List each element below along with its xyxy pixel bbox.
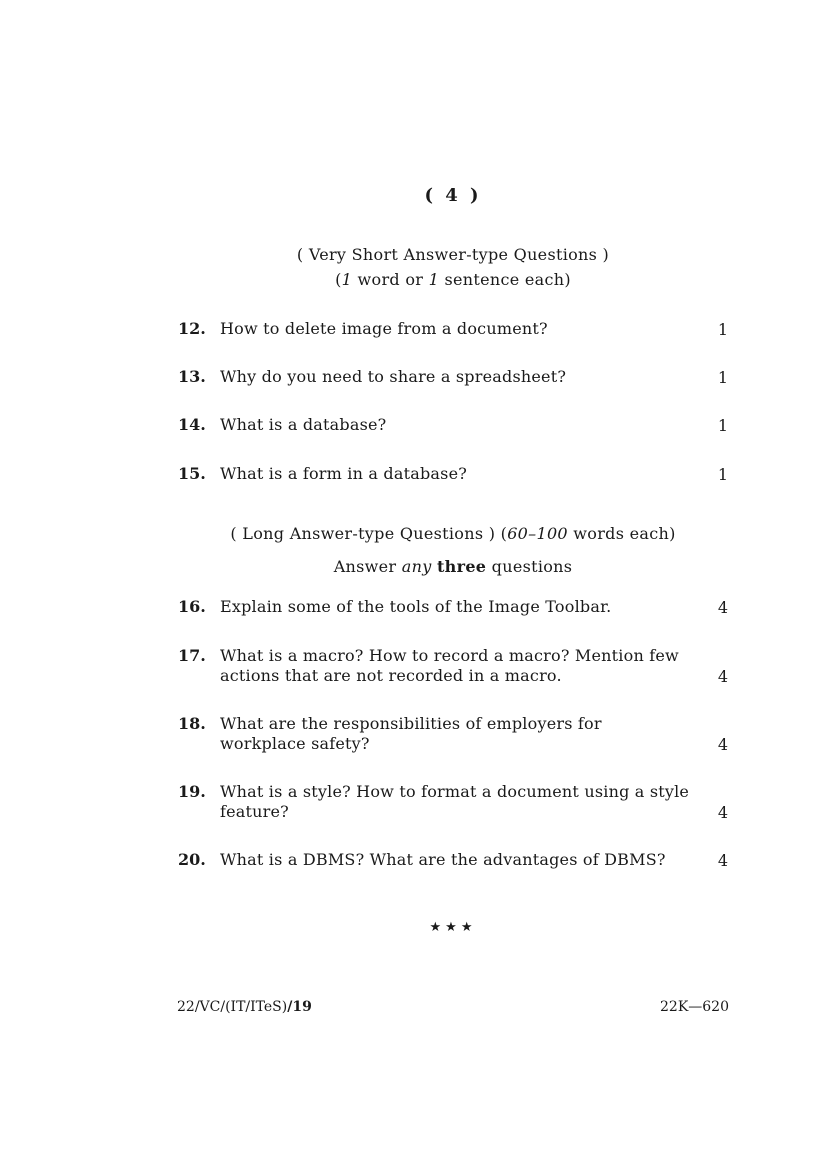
question-marks: 4 bbox=[717, 851, 728, 870]
question-number: 14. bbox=[178, 415, 206, 434]
question-item bbox=[178, 782, 728, 822]
question-number: 15. bbox=[178, 464, 206, 483]
footer-paper-code: 22/VC/(IT/ITeS)/19 bbox=[177, 999, 312, 1015]
question-text: What is a database? bbox=[220, 415, 387, 434]
question-marks: 1 bbox=[717, 368, 728, 387]
question-marks: 1 bbox=[717, 416, 728, 435]
question-item bbox=[178, 464, 728, 484]
question-number: 16. bbox=[178, 597, 206, 616]
question-marks: 4 bbox=[717, 598, 728, 617]
question-item bbox=[178, 319, 728, 339]
section-title-short: ( Very Short Answer-type Questions ) bbox=[296, 245, 610, 264]
question-text: What is a form in a database? bbox=[220, 464, 468, 483]
question-item bbox=[178, 367, 728, 387]
section-subtitle-short: (1 word or 1 sentence each) bbox=[335, 270, 571, 289]
question-text: What are the responsibilities of employers for workplace safety? bbox=[220, 714, 602, 753]
footer-print-code: 22K—620 bbox=[660, 999, 729, 1015]
question-item bbox=[178, 597, 728, 617]
question-marks: 4 bbox=[717, 803, 728, 822]
question-marks: 1 bbox=[717, 465, 728, 484]
question-text: How to delete image from a document? bbox=[220, 319, 548, 338]
section-title-long: ( Long Answer-type Questions ) (60–100 words each) bbox=[230, 524, 676, 543]
question-number: 13. bbox=[178, 367, 206, 386]
question-number: 18. bbox=[178, 714, 206, 733]
question-text: Explain some of the tools of the Image Toolbar. bbox=[220, 597, 612, 616]
question-text: What is a DBMS? What are the advantages of DBMS? bbox=[220, 850, 666, 869]
question-text: What is a macro? How to record a macro? Mention few actions that are not recorded in a macro. bbox=[220, 646, 679, 685]
question-number: 12. bbox=[178, 319, 206, 338]
question-marks: 4 bbox=[717, 667, 728, 686]
question-text: What is a style? How to format a document using a style feature? bbox=[220, 782, 690, 821]
question-text: Why do you need to share a spreadsheet? bbox=[220, 367, 567, 386]
section-instruction: Answer any three questions bbox=[333, 557, 573, 576]
question-number: 17. bbox=[178, 646, 206, 665]
question-number: 20. bbox=[178, 850, 206, 869]
end-marker: ★★★ bbox=[429, 920, 477, 935]
question-number: 19. bbox=[178, 782, 206, 801]
question-item bbox=[178, 714, 728, 754]
question-item bbox=[178, 850, 728, 870]
question-marks: 1 bbox=[717, 320, 728, 339]
question-item bbox=[178, 646, 728, 686]
question-marks: 4 bbox=[717, 735, 728, 754]
question-item bbox=[178, 415, 728, 435]
page-number: ( 4 ) bbox=[424, 185, 482, 206]
